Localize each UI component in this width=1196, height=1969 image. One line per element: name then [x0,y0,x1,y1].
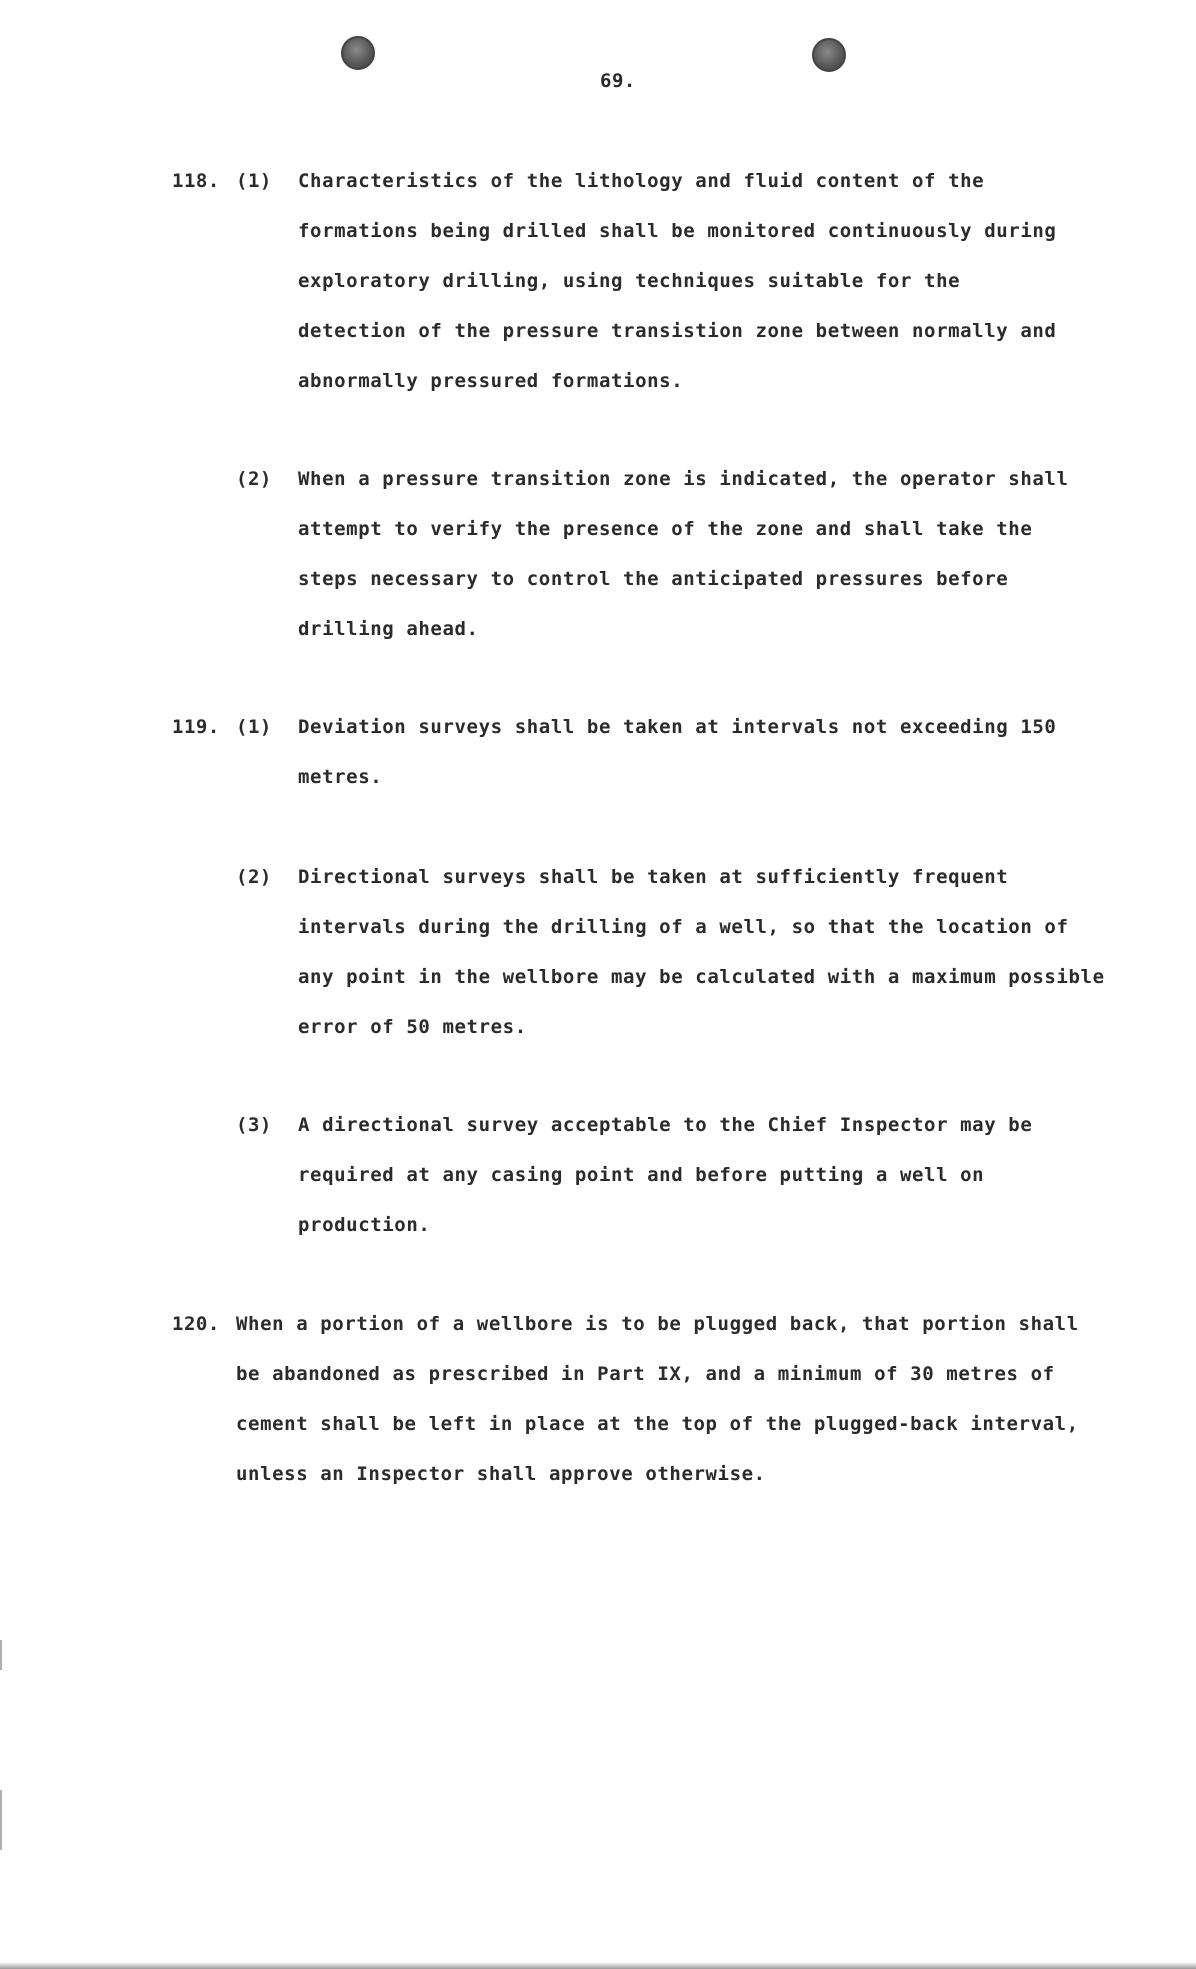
punch-hole-left [341,36,375,70]
text-line: steps necessary to control the anticipated pressures before [298,568,1009,590]
text-line: detection of the pressure transistion zone between normally and [298,320,1057,342]
scan-edge-mark [0,1790,2,1850]
text-line: attempt to verify the presence of the zone and shall take the [298,518,1033,540]
subsection-label-118-1: (1) [236,170,272,192]
text-line: required at any casing point and before putting a well on [298,1164,985,1186]
text-line: Deviation surveys shall be taken at intervals not exceeding 150 [298,716,1057,738]
text-line: cement shall be left in place at the top of the plugged-back interval, [236,1413,1079,1435]
text-line: formations being drilled shall be monitored continuously during [298,220,1057,242]
section-number-120: 120. [172,1313,220,1335]
scan-edge-mark [0,1640,2,1670]
text-line: Characteristics of the lithology and fluid content of the [298,170,985,192]
text-line: A directional survey acceptable to the Chief Inspector may be [298,1114,1033,1136]
text-line: error of 50 metres. [298,1016,527,1038]
text-line: drilling ahead. [298,618,479,640]
text-line: metres. [298,766,383,788]
text-line: production. [298,1214,431,1236]
section-number-119: 119. [172,716,220,738]
section-number-118: 118. [172,170,220,192]
text-line: abnormally pressured formations. [298,370,684,392]
text-line: When a portion of a wellbore is to be plugged back, that portion shall [236,1313,1079,1335]
subsection-label-119-3: (3) [236,1114,272,1136]
text-line: When a pressure transition zone is indicated, the operator shall [298,468,1069,490]
scan-bottom-edge [0,1962,1196,1969]
subsection-label-119-1: (1) [236,716,272,738]
text-line: Directional surveys shall be taken at sufficiently frequent [298,866,1009,888]
subsection-label-119-2: (2) [236,866,272,888]
punch-hole-right [812,38,846,72]
text-line: be abandoned as prescribed in Part IX, and a minimum of 30 metres of [236,1363,1055,1385]
page-number: 69. [600,70,636,92]
text-line: any point in the wellbore may be calculated with a maximum possible [298,966,1105,988]
text-line: unless an Inspector shall approve otherwise. [236,1463,766,1485]
subsection-label-118-2: (2) [236,468,272,490]
text-line: intervals during the drilling of a well, so that the location of [298,916,1069,938]
text-line: exploratory drilling, using techniques suitable for the [298,270,961,292]
